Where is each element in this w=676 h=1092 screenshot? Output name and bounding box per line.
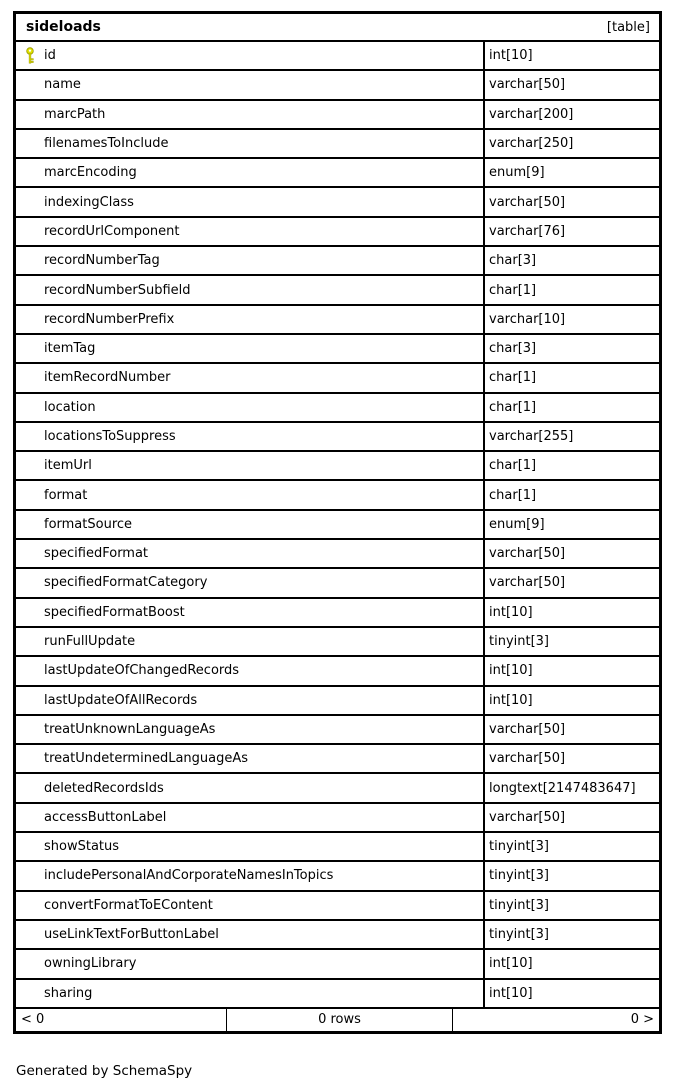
column-name: recordNumberTag [44,253,160,269]
column-name: id [44,48,56,64]
column-type: int[10] [489,956,533,972]
column-name: lastUpdateOfChangedRecords [44,663,240,679]
column-name-cell [16,247,485,274]
column-name: itemTag [44,341,96,357]
column-name: runFullUpdate [44,634,136,650]
table-title[interactable]: sideloads [26,19,101,35]
column-type: longtext[2147483647] [489,780,636,796]
column-name: specifiedFormatBoost [44,604,185,620]
column-type: tinyint[3] [489,927,550,943]
column-type: varchar[200] [489,106,574,122]
table-row [16,130,659,159]
icon-slot [25,71,44,98]
icon-slot [25,980,44,1007]
column-type: varchar[255] [489,429,574,444]
table-row [16,511,659,540]
column-name-cell [16,833,485,860]
table-row [16,599,659,628]
column-name-cell [16,774,485,801]
column-name-cell [16,687,485,714]
column-name: treatUnknownLanguageAs [44,721,216,737]
column-name-cell [16,306,485,333]
column-name-cell [16,950,485,977]
column-name: recordUrlComponent [44,223,180,239]
column-name-cell [16,921,485,948]
icon-slot [25,42,44,69]
table-row [16,188,659,217]
column-name: format [44,487,88,503]
column-name-cell [16,101,485,128]
icon-slot [25,335,44,362]
column-type: tinyint[3] [489,868,550,884]
column-type: char[1] [489,487,537,503]
column-type: varchar[50] [489,546,566,562]
column-name: recordNumberSubfield [44,282,191,298]
column-name: locationsToSuppress [44,429,176,444]
icon-slot [25,452,44,479]
icon-slot [25,130,44,157]
column-type: int[10] [489,985,533,1001]
column-name: sharing [44,985,93,1001]
table-header[interactable] [16,14,659,42]
column-name-cell [16,42,485,69]
column-name-cell [16,628,485,655]
column-type: char[1] [489,458,537,474]
column-name: includePersonalAndCorporateNamesInTopics [44,868,334,884]
table-row [16,628,659,657]
column-name-cell [16,364,485,391]
column-name: showStatus [44,839,120,855]
table-row [16,833,659,862]
column-type: tinyint[3] [489,634,550,650]
table-row [16,452,659,481]
icon-slot [25,481,44,508]
table-row [16,657,659,686]
column-type: int[10] [489,692,533,708]
icon-slot [25,892,44,919]
column-name: marcEncoding [44,165,137,181]
column-name-cell [16,716,485,743]
column-type: char[3] [489,341,537,357]
column-rows [16,42,659,1009]
column-name: treatUndeterminedLanguageAs [44,751,249,767]
icon-slot [25,276,44,303]
column-name-cell [16,276,485,303]
column-name-cell [16,862,485,889]
icon-slot [25,804,44,831]
column-type: varchar[50] [489,721,566,737]
column-name: deletedRecordsIds [44,780,164,796]
column-name: specifiedFormatCategory [44,575,208,591]
column-type: varchar[10] [489,311,566,327]
column-type: varchar[50] [489,77,566,93]
column-type: enum[9] [489,165,545,181]
column-type: int[10] [489,604,533,620]
table-row [16,101,659,130]
icon-slot [25,950,44,977]
table-row [16,540,659,569]
icon-slot [25,921,44,948]
column-name: itemUrl [44,458,92,474]
table-row [16,218,659,247]
column-type: char[1] [489,399,537,415]
table-row [16,687,659,716]
icon-slot [25,540,44,567]
column-name: convertFormatToEContent [44,897,213,913]
icon-slot [25,218,44,245]
column-type: varchar[76] [489,223,566,239]
table-row [16,159,659,188]
column-name-cell [16,745,485,772]
column-name-cell [16,657,485,684]
icon-slot [25,833,44,860]
column-name-cell [16,130,485,157]
table-row [16,423,659,452]
column-name-cell [16,452,485,479]
icon-slot [25,247,44,274]
column-name: specifiedFormat [44,546,149,562]
table-row [16,481,659,510]
column-name: lastUpdateOfAllRecords [44,692,198,708]
icon-slot [25,569,44,596]
icon-slot [25,101,44,128]
icon-slot [25,687,44,714]
column-type: varchar[50] [489,809,566,825]
table-row [16,335,659,364]
column-name: name [44,77,81,93]
column-name: useLinkTextForButtonLabel [44,927,219,943]
column-name: filenamesToInclude [44,136,169,152]
column-name-cell [16,540,485,567]
column-type: int[10] [489,48,533,64]
table-row [16,42,659,71]
column-name-cell [16,892,485,919]
icon-slot [25,364,44,391]
column-name-cell [16,394,485,421]
table-row [16,862,659,891]
column-name-cell [16,71,485,98]
column-type: varchar[50] [489,575,566,591]
table-row [16,71,659,100]
key-icon [25,47,35,64]
column-type: enum[9] [489,516,545,532]
icon-slot [25,599,44,626]
column-name-cell [16,980,485,1007]
icon-slot [25,657,44,684]
column-name: recordNumberPrefix [44,311,175,327]
table-row [16,394,659,423]
column-type: varchar[250] [489,136,574,152]
footer-parents-count: 0 > [630,1012,654,1028]
column-name-cell [16,804,485,831]
column-name: marcPath [44,106,106,122]
column-type: tinyint[3] [489,897,550,913]
table-row [16,980,659,1009]
column-type: varchar[50] [489,751,566,767]
table-row [16,745,659,774]
column-name: itemRecordNumber [44,370,171,386]
column-type: int[10] [489,663,533,679]
table-row [16,892,659,921]
column-name-cell [16,159,485,186]
table-row [16,804,659,833]
column-name-cell [16,335,485,362]
icon-slot [25,306,44,333]
icon-slot [25,745,44,772]
table-node-sideloads [13,11,662,1034]
column-name-cell [16,218,485,245]
column-name: location [44,399,96,415]
table-row [16,247,659,276]
column-type: char[1] [489,282,537,298]
icon-slot [25,628,44,655]
column-name-cell [16,188,485,215]
column-type: char[1] [489,370,537,386]
column-name: accessButtonLabel [44,809,167,825]
table-row [16,774,659,803]
column-name: indexingClass [44,194,134,210]
column-name: formatSource [44,516,133,532]
column-name: owningLibrary [44,956,137,972]
column-name-cell [16,481,485,508]
column-name-cell [16,511,485,538]
column-name-cell [16,569,485,596]
icon-slot [25,188,44,215]
icon-slot [25,511,44,538]
column-type: varchar[50] [489,194,566,210]
footer-children-count: < 0 [16,1009,227,1031]
table-row [16,306,659,335]
column-type: tinyint[3] [489,839,550,855]
table-kind-badge: [table] [606,19,650,35]
column-type: char[3] [489,253,537,269]
icon-slot [25,423,44,450]
generated-by-caption: Generated by SchemaSpy [16,1063,193,1079]
icon-slot [25,394,44,421]
icon-slot [25,774,44,801]
table-row [16,950,659,979]
icon-slot [25,716,44,743]
table-footer [16,1009,659,1031]
table-row [16,276,659,305]
table-row [16,364,659,393]
icon-slot [25,159,44,186]
footer-row-count: 0 rows [227,1009,453,1031]
table-row [16,921,659,950]
column-name-cell [16,599,485,626]
table-row [16,716,659,745]
column-name-cell [16,423,485,450]
icon-slot [25,862,44,889]
table-row [16,569,659,598]
